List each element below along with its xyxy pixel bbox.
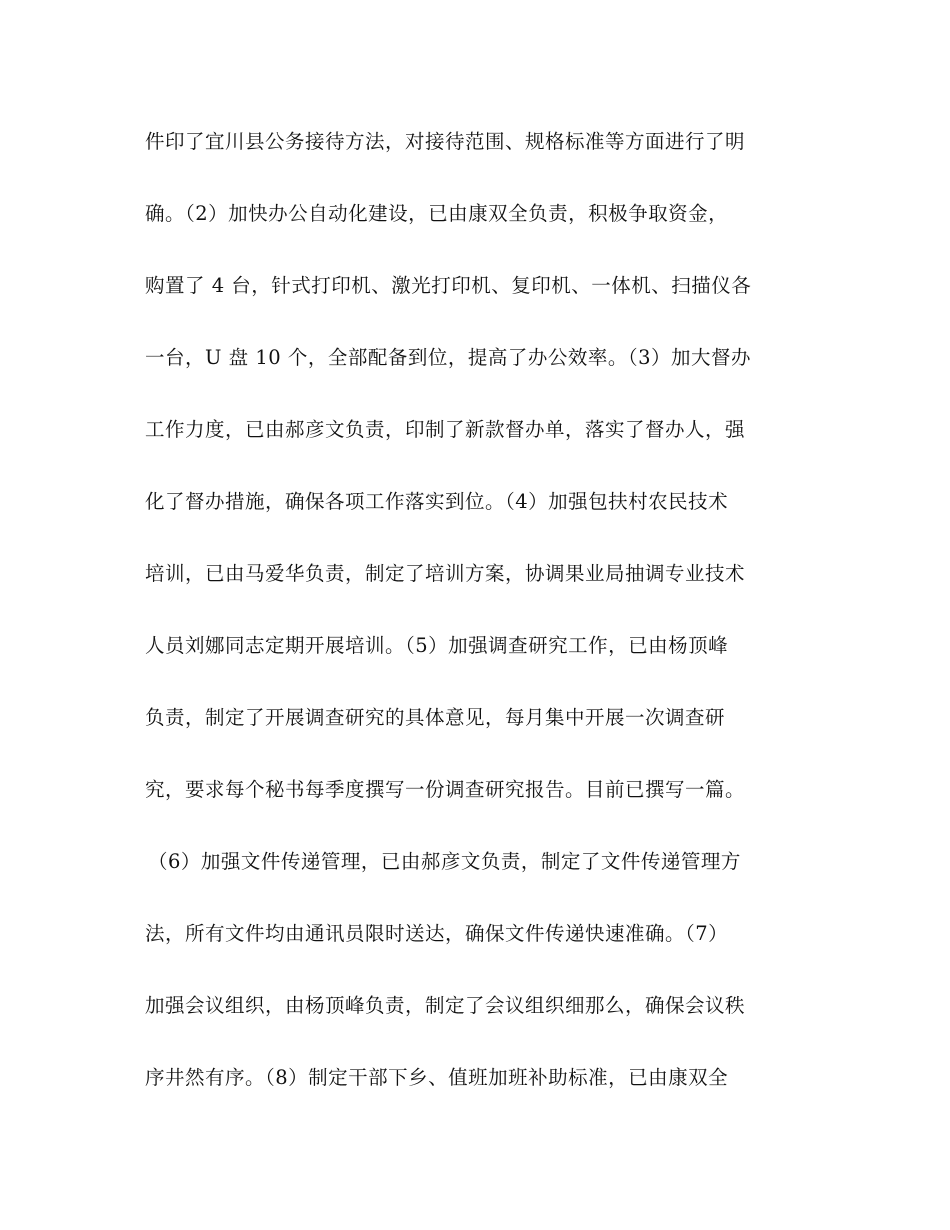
text-line: 究，要求每个秘书每季度撰写一份调查研究报告。目前已撰写一篇。 bbox=[145, 778, 746, 801]
text-line: 序井然有序。（8）制定干部下乡、值班加班补助标准，已由康双全 bbox=[145, 1066, 729, 1089]
text-line: 确。（2）加快办公自动化建设，已由康双全负责，积极争取资金， bbox=[145, 202, 729, 225]
text-line: 化了督办措施，确保各项工作落实到位。（4）加强包扶村农民技术 bbox=[145, 490, 729, 513]
text-line: （6）加强文件传递管理，已由郝彦文负责，制定了文件传递管理方 bbox=[148, 850, 741, 873]
text-line: 件印了宜川县公务接待方法，对接待范围、规格标准等方面进行了明 bbox=[145, 130, 746, 153]
text-line: 购置了 4 台，针式打印机、激光打印机、复印机、一体机、扫描仪各 bbox=[145, 274, 752, 297]
text-line: 法，所有文件均由通讯员限时送达，确保文件传递快速准确。（7） bbox=[145, 922, 729, 945]
text-line: 工作力度，已由郝彦文负责，印制了新款督办单，落实了督办人，强 bbox=[145, 418, 746, 441]
text-line: 培训，已由马爱华负责，制定了培训方案，协调果业局抽调专业技术 bbox=[145, 562, 746, 585]
text-line: 人员刘娜同志定期开展培训。（5）加强调查研究工作，已由杨顶峰 bbox=[145, 634, 729, 657]
text-line: 加强会议组织，由杨顶峰负责，制定了会议组织细那么，确保会议秩 bbox=[145, 994, 746, 1017]
text-line: 一台，U 盘 10 个，全部配备到位，提高了办公效率。（3）加大督办 bbox=[145, 346, 751, 369]
text-line: 负责，制定了开展调查研究的具体意见，每月集中开展一次调查研 bbox=[145, 706, 726, 729]
